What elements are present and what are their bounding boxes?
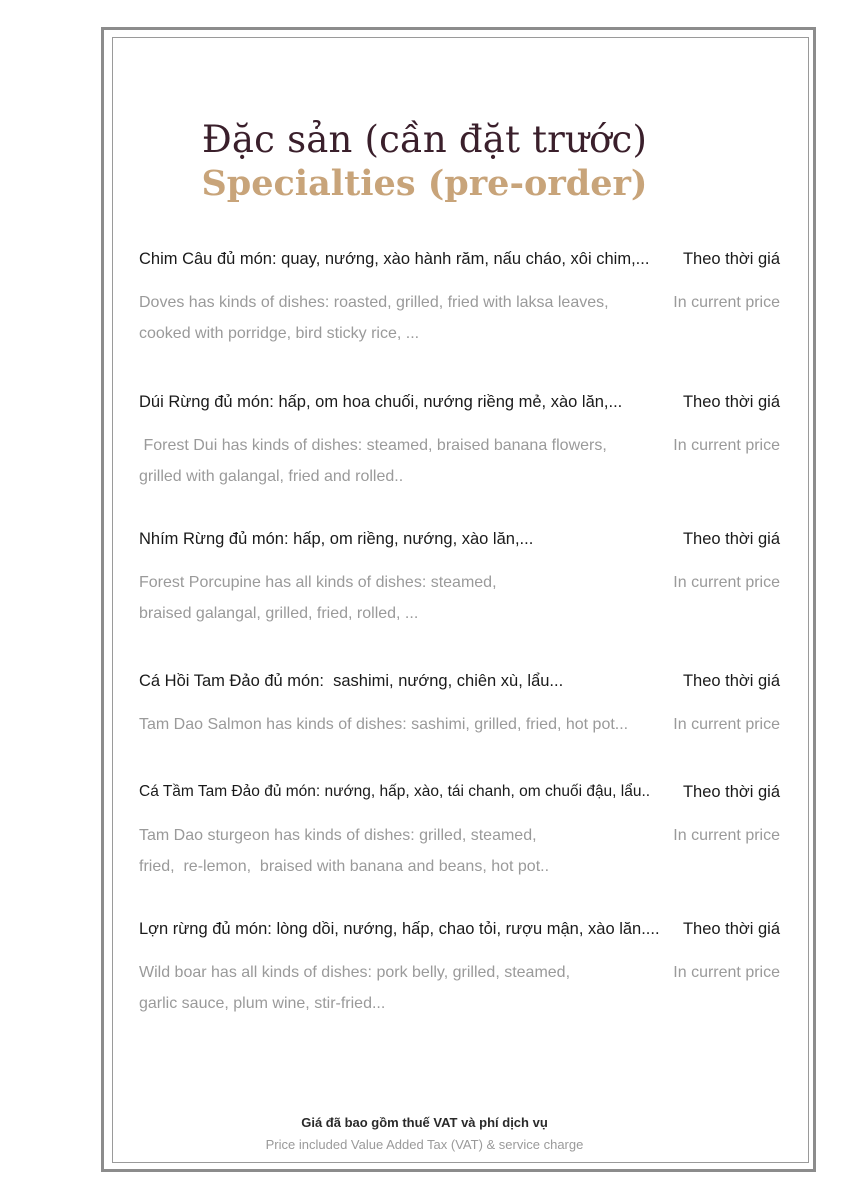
item-price-english: In current price [673, 716, 780, 733]
item-description [139, 430, 639, 492]
item-price: Theo thời giá [682, 672, 780, 690]
footer-note-vietnamese: Giá đã bao gồm thuế VAT và phí dịch vụ [301, 1115, 548, 1130]
item-description-line: Forest Porcupine has all kinds of dishes: steamed, [139, 574, 497, 591]
item-price: Theo thời giá [682, 250, 780, 268]
item-description [139, 287, 639, 349]
item-price-english: In current price [673, 294, 780, 311]
item-price-english: In current price [673, 574, 780, 591]
item-description-line: Forest Dui has kinds of dishes: steamed, braised banana flowers, [139, 437, 607, 454]
item-description-line: cooked with porridge, bird sticky rice, ... [139, 325, 420, 342]
item-name: Nhím Rừng đủ món: hấp, om riềng, nướng, xào lăn,... [139, 530, 534, 548]
item-price-english: In current price [673, 437, 780, 454]
item-description-line: Doves has kinds of dishes: roasted, grilled, fried with laksa leaves, [139, 294, 609, 311]
item-description [139, 820, 639, 882]
item-description-line: grilled with galangal, fried and rolled.. [139, 468, 404, 485]
item-price: Theo thời giá [682, 783, 780, 801]
item-description-line: braised galangal, grilled, fried, rolled, ... [139, 605, 419, 622]
item-description [139, 957, 639, 1019]
item-description-line: Tam Dao Salmon has kinds of dishes: sashimi, grilled, fried, hot pot... [139, 716, 629, 733]
item-description-line: garlic sauce, plum wine, stir-fried... [139, 995, 386, 1012]
item-price: Theo thời giá [682, 920, 780, 938]
item-description-line: Tam Dao sturgeon has kinds of dishes: grilled, steamed, [139, 827, 537, 844]
item-name: Cá Tầm Tam Đảo đủ món: nướng, hấp, xào, tái chanh, om chuối đậu, lẩu.. [139, 783, 651, 800]
item-name: Cá Hồi Tam Đảo đủ món: sashimi, nướng, chiên xù, lẩu... [139, 672, 564, 690]
item-name: Lợn rừng đủ món: lòng dồi, nướng, hấp, chao tỏi, rượu mận, xào lăn.... [139, 920, 660, 938]
item-description [139, 709, 639, 740]
page-title-english: Specialties (pre-order) [201, 163, 648, 204]
item-price-english: In current price [673, 964, 780, 981]
item-name: Chim Câu đủ món: quay, nướng, xào hành răm, nấu cháo, xôi chim,... [139, 250, 650, 268]
page-title-vietnamese: Đặc sản (cần đặt trước) [201, 118, 648, 161]
footer-note-english: Price included Value Added Tax (VAT) & service charge [265, 1137, 584, 1152]
item-price-english: In current price [673, 827, 780, 844]
item-description [139, 567, 639, 629]
item-description-line: Wild boar has all kinds of dishes: pork belly, grilled, steamed, [139, 964, 571, 981]
item-name: Dúi Rừng đủ món: hấp, om hoa chuối, nướng riềng mẻ, xào lăn,... [139, 393, 623, 411]
item-description-line: fried, re-lemon, braised with banana and beans, hot pot.. [139, 858, 550, 875]
item-price: Theo thời giá [682, 393, 780, 411]
item-price: Theo thời giá [682, 530, 780, 548]
